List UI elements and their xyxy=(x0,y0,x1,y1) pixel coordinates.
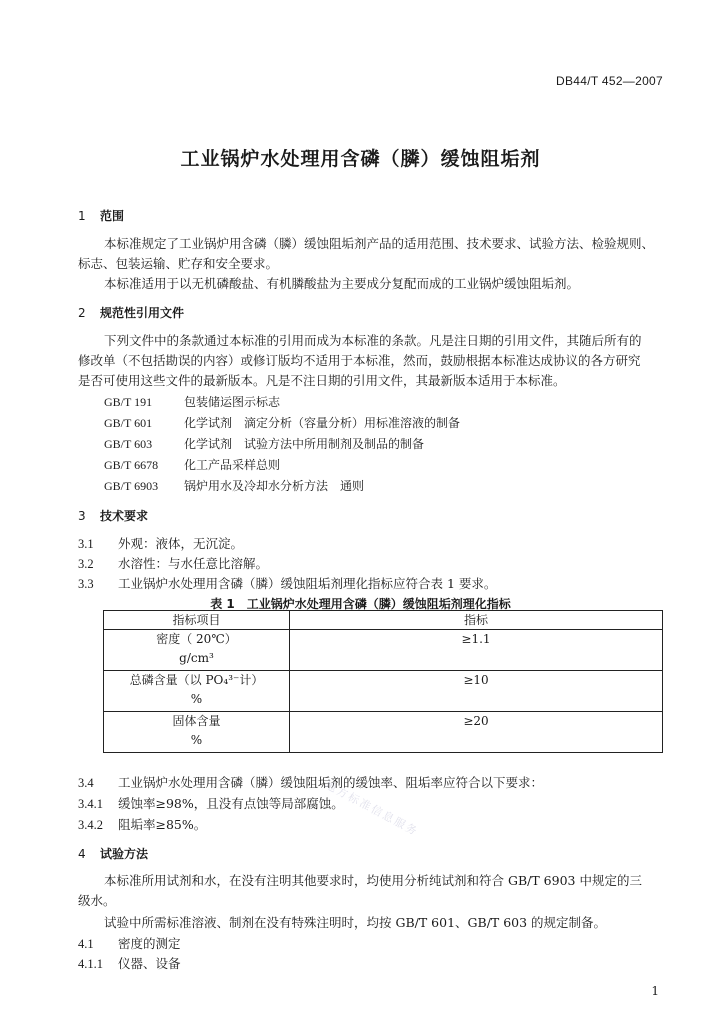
page-number: 1 xyxy=(651,984,659,998)
table-row xyxy=(104,712,663,753)
table-caption: 表 1 工业锅炉水处理用含磷（膦）缓蚀阻垢剂理化指标 xyxy=(210,597,511,611)
table-header-item: 指标项目 xyxy=(104,611,290,630)
table-cell-item: 密度（ 20℃） g/cm³ xyxy=(104,630,290,671)
paragraph-test-2: 试验中所需标准溶液、制剂在没有特殊注明时，均按 GB/T 601、GB/T 603 的规定制备。 xyxy=(104,915,607,930)
clause-3-4-2: 3.4.2 阻垢率≥85%。 xyxy=(78,817,207,832)
paragraph-test-line2: 级水。 xyxy=(78,893,116,908)
paragraph-scope-line2: 标志、包装运输、贮存和安全要求。 xyxy=(78,256,279,271)
paragraph-references-line1: 下列文件中的条款通过本标准的引用而成为本标准的条款。凡是注日期的引用文件，其随后所有的 xyxy=(104,333,642,348)
reference-item: GB/T 6678 化工产品采样总则 xyxy=(104,458,281,472)
document-title: 工业锅炉水处理用含磷（膦）缓蚀阻垢剂 xyxy=(180,148,541,170)
table-cell-value: ≥1.1 xyxy=(290,630,663,671)
paragraph-scope-line1: 本标准规定了工业锅炉用含磷（膦）缓蚀阻垢剂产品的适用范围、技术要求、试验方法、检验规则、 xyxy=(104,236,655,251)
standard-code: DB44/T 452—2007 xyxy=(555,74,663,88)
table-cell-item: 固体含量 % xyxy=(104,712,290,753)
clause-3-1: 3.1 外观：液体，无沉淀。 xyxy=(78,536,244,551)
clause-3-4: 3.4 工业锅炉水处理用含磷（膦）缓蚀阻垢剂的缓蚀率、阻垢率应符合以下要求： xyxy=(78,775,544,790)
clause-3-2: 3.2 水溶性：与水任意比溶解。 xyxy=(78,556,269,571)
section-heading-1: 1 范围 xyxy=(78,209,125,223)
table-row xyxy=(104,630,663,671)
paragraph-test-line1: 本标准所用试剂和水，在没有注明其他要求时，均使用分析纯试剂和符合 GB/T 6903 中规定的三 xyxy=(104,873,642,888)
clause-4-1-1: 4.1.1 仪器、设备 xyxy=(78,956,181,971)
paragraph-scope-2: 本标准适用于以无机磷酸盐、有机膦酸盐为主要成分复配而成的工业锅炉缓蚀阻垢剂。 xyxy=(104,276,580,291)
paragraph-references-line2: 修改单（不包括勘误的内容）或修订版均不适用于本标准，然而，鼓励根据本标准达成协议的各方研究 xyxy=(78,353,641,368)
section-heading-3: 3 技术要求 xyxy=(78,509,149,523)
clause-4-1: 4.1 密度的测定 xyxy=(78,936,181,951)
table-cell-item: 总磷含量（以 PO₄³⁻计） % xyxy=(104,671,290,712)
reference-item: GB/T 191 包装储运图示标志 xyxy=(104,395,281,409)
table-cell-value: ≥10 xyxy=(290,671,663,712)
section-heading-4: 4 试验方法 xyxy=(78,847,149,861)
paragraph-references-line3: 是否可使用这些文件的最新版本。凡是不注日期的引用文件，其最新版本适用于本标准。 xyxy=(78,373,566,388)
watermark: 地方标准信息服务 xyxy=(322,778,421,839)
spec-table xyxy=(103,610,663,753)
section-heading-2: 2 规范性引用文件 xyxy=(78,306,185,320)
clause-3-4-1: 3.4.1 缓蚀率≥98%，且没有点蚀等局部腐蚀。 xyxy=(78,796,344,811)
table-header-row xyxy=(104,611,663,630)
table-row xyxy=(104,671,663,712)
table-header-value: 指标 xyxy=(290,611,663,630)
clause-3-3: 3.3 工业锅炉水处理用含磷（膦）缓蚀阻垢剂理化指标应符合表 1 要求。 xyxy=(78,576,497,591)
reference-item: GB/T 601 化学试剂 滴定分析（容量分析）用标准溶液的制备 xyxy=(104,416,461,430)
table-cell-value: ≥20 xyxy=(290,712,663,753)
reference-item: GB/T 6903 锅炉用水及冷却水分析方法 通则 xyxy=(104,479,365,493)
reference-item: GB/T 603 化学试剂 试验方法中所用制剂及制品的制备 xyxy=(104,437,425,451)
